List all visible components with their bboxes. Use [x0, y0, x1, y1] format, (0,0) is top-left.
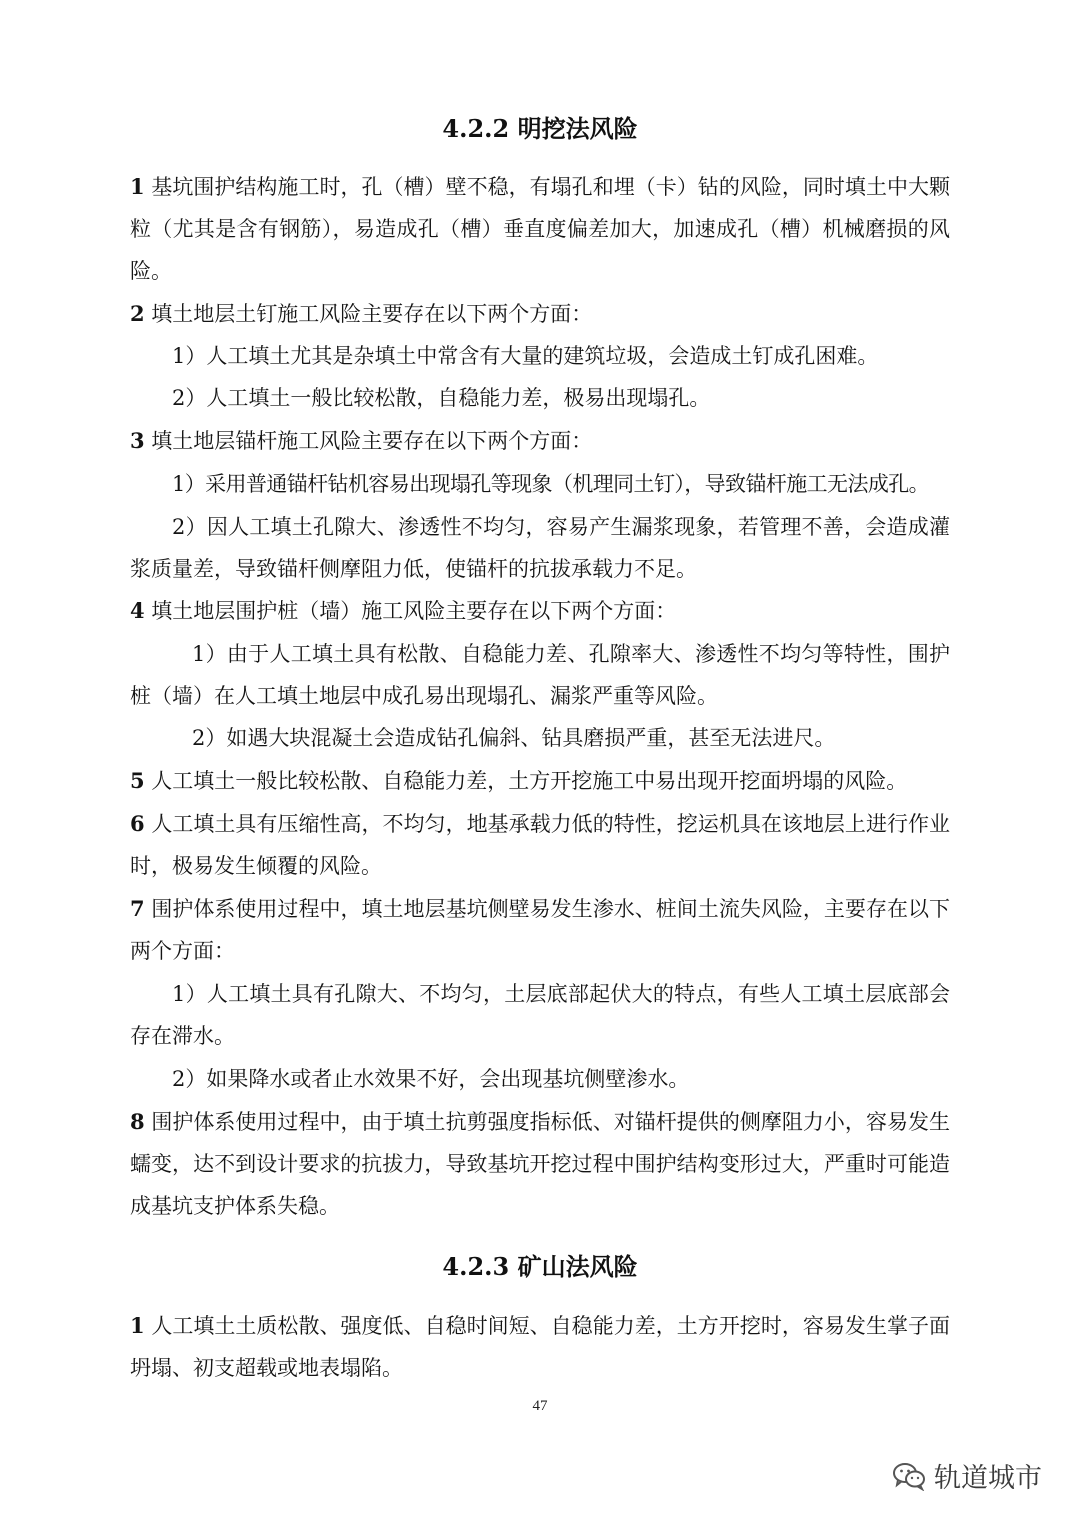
sub-item-2-2	[172, 377, 950, 419]
item-text: 人工填土具有压缩性高，不均匀，地基承载力低的特性，挖运机具在该地层上进行作业时，极易发生倾覆的风险。	[130, 812, 950, 878]
item-number: 6	[130, 811, 145, 836]
item-number: 2	[130, 301, 145, 326]
item-text: 1）由于人工填土具有松散、自稳能力差、孔隙率大、渗透性不均匀等特性，围护桩（墙）在人工填土地层中成孔易出现塌孔、漏浆严重等风险。	[130, 642, 950, 708]
page-number: 47	[532, 1398, 548, 1414]
item-text: 2）人工填土一般比较松散，自稳能力差，极易出现塌孔。	[172, 386, 711, 410]
item-number: 3	[130, 428, 145, 453]
paragraph-item-6	[130, 803, 950, 887]
item-text: 围护体系使用过程中，填土地层基坑侧壁易发生渗水、桩间土流失风险，主要存在以下两个方面：	[130, 897, 950, 963]
paragraph-item-2	[130, 293, 950, 335]
item-text: 2）因人工填土孔隙大、渗透性不均匀，容易产生漏浆现象，若管理不善，会造成灌浆质量差，导致锚杆侧摩阻力低，使锚杆的抗拔承载力不足。	[130, 515, 950, 581]
item-number: 7	[130, 896, 145, 921]
item-text: 人工填土一般比较松散、自稳能力差，土方开挖施工中易出现开挖面坍塌的风险。	[144, 769, 908, 793]
item-text: 填土地层土钉施工风险主要存在以下两个方面：	[144, 302, 593, 326]
paragraph-item-4	[130, 590, 950, 632]
item-text: 1）采用普通锚杆钻机容易出现塌孔等现象（机理同土钉），导致锚杆施工无法成孔。	[172, 472, 930, 496]
item-number: 1	[130, 1313, 145, 1338]
item-text: 1）人工填土尤其是杂填土中常含有大量的建筑垃圾，会造成土钉成孔困难。	[172, 344, 879, 368]
item-text: 1）人工填土具有孔隙大、不均匀，土层底部起伏大的特点，有些人工填土层底部会存在滞水。	[130, 982, 950, 1048]
sub-item-4-2	[192, 717, 950, 759]
sub-item-2-1	[172, 335, 950, 377]
sub-item-7-1	[130, 973, 950, 1057]
wechat-icon	[892, 1461, 926, 1491]
item-number: 4	[130, 598, 145, 623]
item-text: 2）如遇大块混凝土会造成钻孔偏斜、钻具磨损严重，甚至无法进尺。	[192, 726, 836, 750]
paragraph-mining-item-1	[130, 1305, 950, 1389]
section-heading-4-2-2: 4.2.2 明挖法风险	[442, 114, 638, 143]
sub-item-3-2	[130, 506, 950, 590]
paragraph-item-3	[130, 420, 950, 462]
sub-item-3-1	[172, 463, 962, 505]
item-number: 5	[130, 768, 145, 793]
paragraph-item-8	[130, 1101, 950, 1227]
watermark	[892, 1456, 1042, 1495]
item-text: 2）如果降水或者止水效果不好，会出现基坑侧壁渗水。	[172, 1067, 690, 1091]
paragraph-item-5	[130, 760, 950, 802]
item-number: 8	[130, 1109, 145, 1134]
item-text: 基坑围护结构施工时，孔（槽）壁不稳，有塌孔和埋（卡）钻的风险，同时填土中大颗粒（尤其是含有钢筋），易造成孔（槽）垂直度偏差加大，加速成孔（槽）机械磨损的风险。	[130, 175, 950, 283]
item-text: 围护体系使用过程中，由于填土抗剪强度指标低、对锚杆提供的侧摩阻力小，容易发生蠕变，达不到设计要求的抗拔力，导致基坑开挖过程中围护结构变形过大，严重时可能造成基坑支护体系失稳。	[130, 1110, 950, 1218]
sub-item-4-1	[130, 633, 950, 717]
watermark-text: 轨道城市	[934, 1463, 1042, 1494]
section-heading-4-2-3: 4.2.3 矿山法风险	[442, 1252, 638, 1281]
item-text: 填土地层锚杆施工风险主要存在以下两个方面：	[144, 429, 593, 453]
sub-item-7-2	[172, 1058, 950, 1100]
paragraph-item-7	[130, 888, 950, 972]
item-text: 填土地层围护桩（墙）施工风险主要存在以下两个方面：	[144, 599, 677, 623]
item-text: 人工填土土质松散、强度低、自稳时间短、自稳能力差，土方开挖时，容易发生掌子面坍塌、初支超载或地表塌陷。	[130, 1314, 950, 1380]
item-number: 1	[130, 174, 145, 199]
paragraph-item-1	[130, 166, 950, 292]
